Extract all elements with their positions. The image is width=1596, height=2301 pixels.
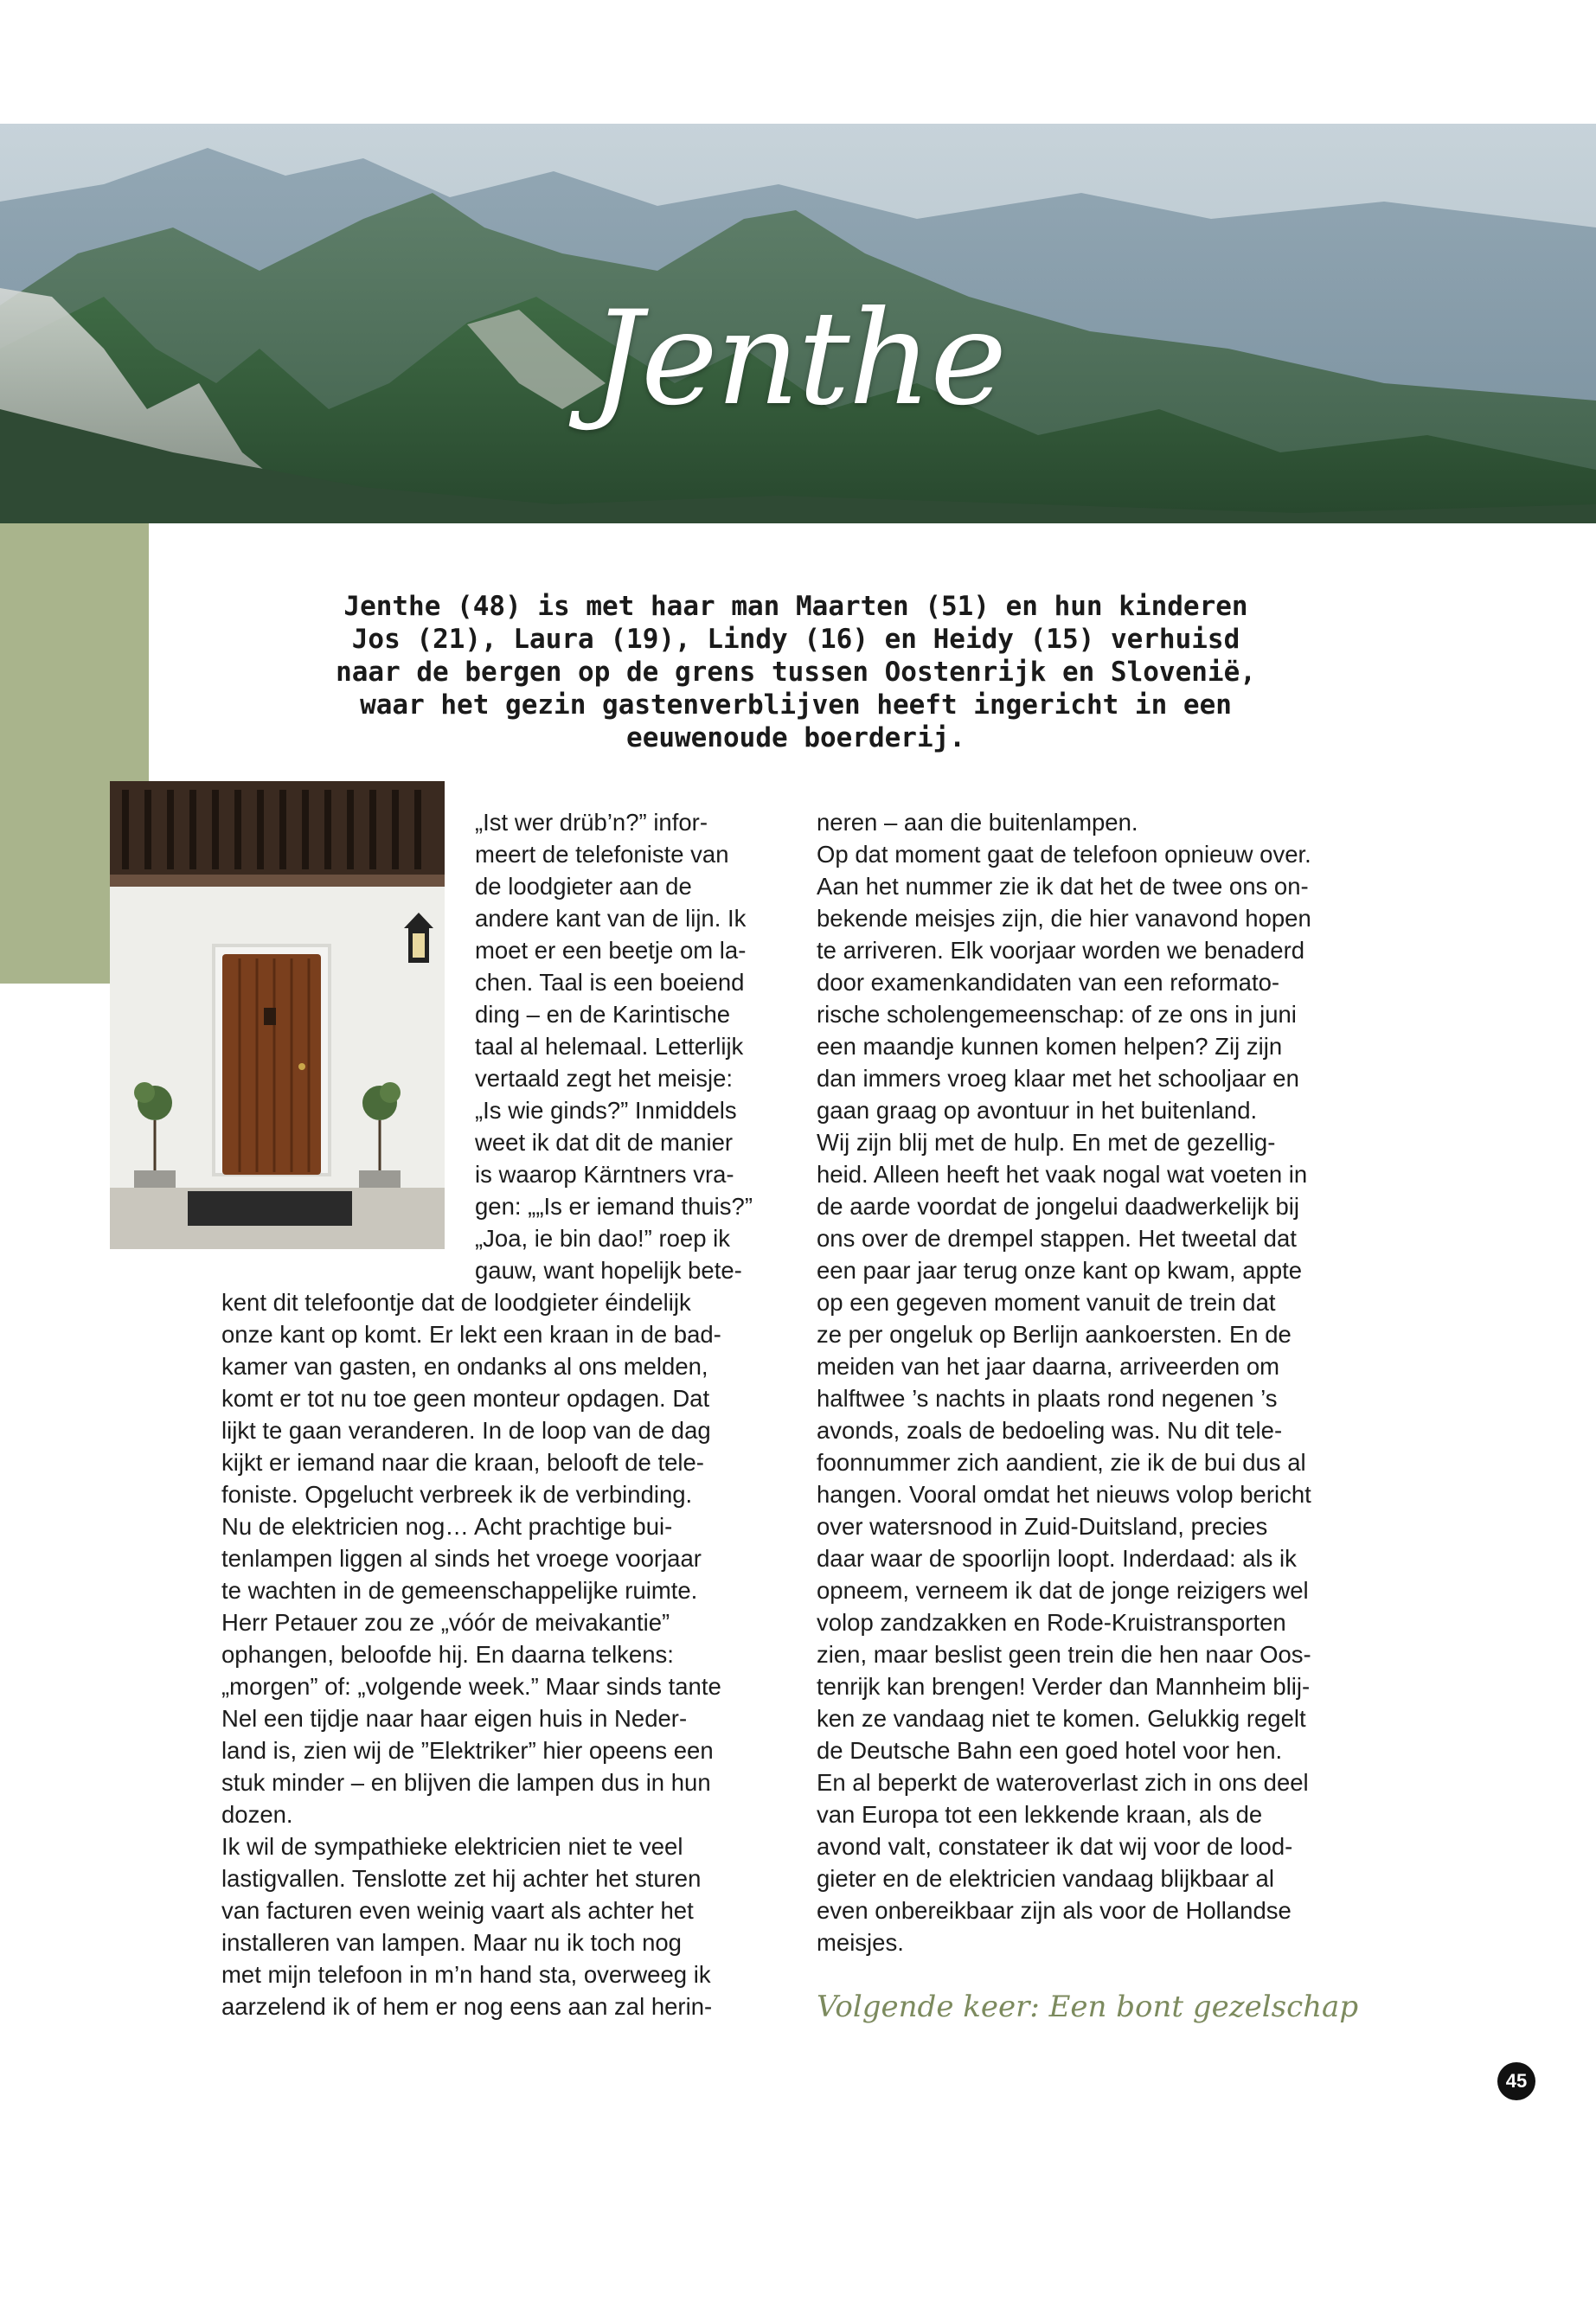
text-line: halftwee ’s nachts in plaats rond negenen ’s [817,1385,1278,1412]
text-line: met mijn telefoon in m’n hand sta, overweeg ik [221,1961,711,1988]
text-line: Herr Petauer zou ze „vóór de meivakantie” [221,1609,670,1636]
text-line: Wij zijn blij met de hulp. En met de gezellig- [817,1129,1276,1156]
intro-line: eeuwenoude boerderij. [626,722,965,753]
text-line: van Europa tot een lekkende kraan, als de [817,1801,1263,1828]
farmhouse-door-illustration [110,781,445,1249]
text-line: gen: „„Is er iemand thuis?” [475,1193,753,1220]
text-line: ze per ongeluk op Berlijn aankoersten. En de [817,1321,1292,1348]
text-line: de loodgieter aan de [475,873,692,900]
intro-line: naar de bergen op de grens tussen Oostenrijk en Slovenië, [336,657,1256,688]
text-line: ophangen, beloofde hij. En daarna telkens: [221,1641,674,1668]
text-line: installeren van lampen. Maar nu ik toch nog [221,1929,682,1956]
text-line: stuk minder – en blijven die lampen dus in hun [221,1769,711,1796]
text-line: „Joa, ie bin dao!” roep ik [475,1225,731,1252]
text-line: gaan graag op avontuur in het buitenland. [817,1097,1258,1124]
text-line: opneem, verneem ik dat de jonge reizigers wel [817,1577,1309,1604]
text-line: de Deutsche Bahn een goed hotel voor hen. [817,1737,1283,1764]
text-line: even onbereikbaar zijn als voor de Hollandse [817,1897,1292,1924]
text-line: van facturen even weinig vaart als achter het [221,1897,694,1924]
text-line: door examenkandidaten van een reformato- [817,969,1280,996]
text-line: weet ik dat dit de manier [475,1129,734,1156]
intro-line: Jenthe (48) is met haar man Maarten (51) en hun kinderen [343,591,1248,622]
next-episode-teaser: Volgende keer: Een bont gezelschap [817,1990,1359,2024]
text-line: dozen. [221,1801,293,1828]
text-line: Nel een tijdje naar haar eigen huis in Neder- [221,1705,688,1732]
article-column-left-wide [221,1286,721,2022]
text-line: lijkt te gaan veranderen. In de loop van de dag [221,1417,711,1444]
text-line: een maandje kunnen komen helpen? Zij zijn [817,1033,1283,1060]
text-line: Aan het nummer zie ik dat het de twee ons on- [817,873,1309,900]
text-line: tenlampen liggen al sinds het vroege voorjaar [221,1545,702,1572]
text-line: kamer van gasten, en ondanks al ons melden, [221,1353,708,1380]
text-line: volop zandzakken en Rode-Kruistransporten [817,1609,1286,1636]
text-line: hangen. Vooral omdat het nieuws volop bericht [817,1481,1311,1508]
text-line: kijkt er iemand naar die kraan, belooft de tele- [221,1449,704,1476]
intro-line: Jos (21), Laura (19), Lindy (16) en Heidy (15) verhuisd [351,624,1240,655]
text-line: ken ze vandaag niet te komen. Gelukkig regelt [817,1705,1306,1732]
text-line: daar waar de spoorlijn loopt. Inderdaad: als ik [817,1545,1297,1572]
text-line: taal al helemaal. Letterlijk [475,1033,744,1060]
text-line: zien, maar beslist geen trein die hen naar Oos- [817,1641,1311,1668]
text-line: foonnummer zich aandient, zie ik de bui dus al [817,1449,1306,1476]
text-line: over watersnood in Zuid-Duitsland, precies [817,1513,1268,1540]
text-line: vertaald zegt het meisje: [475,1065,734,1092]
text-line: gauw, want hopelijk bete- [475,1257,742,1284]
text-line: te arriveren. Elk voorjaar worden we benaderd [817,937,1305,964]
text-line: de aarde voordat de jongelui daadwerkelijk bij [817,1193,1300,1220]
text-line: een paar jaar terug onze kant op kwam, appte [817,1257,1303,1284]
page-number-badge: 45 [1497,2062,1535,2100]
intro-paragraph [277,590,1315,754]
page-title: Jenthe [590,284,1006,434]
door-photo [110,781,445,1249]
text-line: En al beperkt de wateroverlast zich in ons deel [817,1769,1309,1796]
text-line: avond valt, constateer ik dat wij voor de lood- [817,1833,1293,1860]
text-line: ons over de drempel stappen. Het tweetal dat [817,1225,1297,1252]
text-line: „morgen” of: „volgende week.” Maar sinds tante [221,1673,721,1700]
article-column-left-narrow [475,806,753,1286]
text-line: land is, zien wij de ”Elektriker” hier opeens een [221,1737,714,1764]
text-line: Nu de elektricien nog… Acht prachtige bui- [221,1513,673,1540]
text-line: te wachten in de gemeenschappelijke ruimte. [221,1577,698,1604]
text-line: kent dit telefoontje dat de loodgieter éindelijk [221,1289,691,1316]
text-line: meisjes. [817,1929,904,1956]
article-column-right [817,806,1311,1958]
text-line: rische scholengemeenschap: of ze ons in juni [817,1001,1297,1028]
text-line: meert de telefoniste van [475,841,729,868]
hero-mountain-image [0,124,1596,523]
text-line: „Ist wer drüb’n?” infor- [475,809,708,836]
text-line: meiden van het jaar daarna, arriveerden om [817,1353,1280,1380]
text-line: komt er tot nu toe geen monteur opdagen. Dat [221,1385,710,1412]
text-line: op een gegeven moment vanuit de trein dat [817,1289,1276,1316]
text-line: Op dat moment gaat de telefoon opnieuw over. [817,841,1311,868]
intro-line: waar het gezin gastenverblijven heeft ingericht in een [360,689,1232,721]
text-line: lastigvallen. Tenslotte zet hij achter het sturen [221,1865,702,1892]
text-line: avonds, zoals de bedoeling was. Nu dit tele- [817,1417,1283,1444]
text-line: andere kant van de lijn. Ik [475,905,747,932]
text-line: „Is wie ginds?” Inmiddels [475,1097,737,1124]
text-line: moet er een beetje om la- [475,937,747,964]
text-line: chen. Taal is een boeiend [475,969,745,996]
text-line: aarzelend ik of hem er nog eens aan zal herin- [221,1993,713,2020]
text-line: neren – aan die buitenlampen. [817,809,1138,836]
text-line: onze kant op komt. Er lekt een kraan in de bad- [221,1321,721,1348]
text-line: gieter en de elektricien vandaag blijkbaar al [817,1865,1274,1892]
text-line: Ik wil de sympathieke elektricien niet te veel [221,1833,683,1860]
text-line: dan immers vroeg klaar met het schooljaar en [817,1065,1299,1092]
text-line: tenrijk kan brengen! Verder dan Mannheim blij- [817,1673,1311,1700]
text-line: ding – en de Karintische [475,1001,731,1028]
text-line: heid. Alleen heeft het vaak nogal wat voeten in [817,1161,1308,1188]
text-line: foniste. Opgelucht verbreek ik de verbinding. [221,1481,693,1508]
text-line: bekende meisjes zijn, die hier vanavond hopen [817,905,1311,932]
text-line: is waarop Kärntners vra- [475,1161,734,1188]
